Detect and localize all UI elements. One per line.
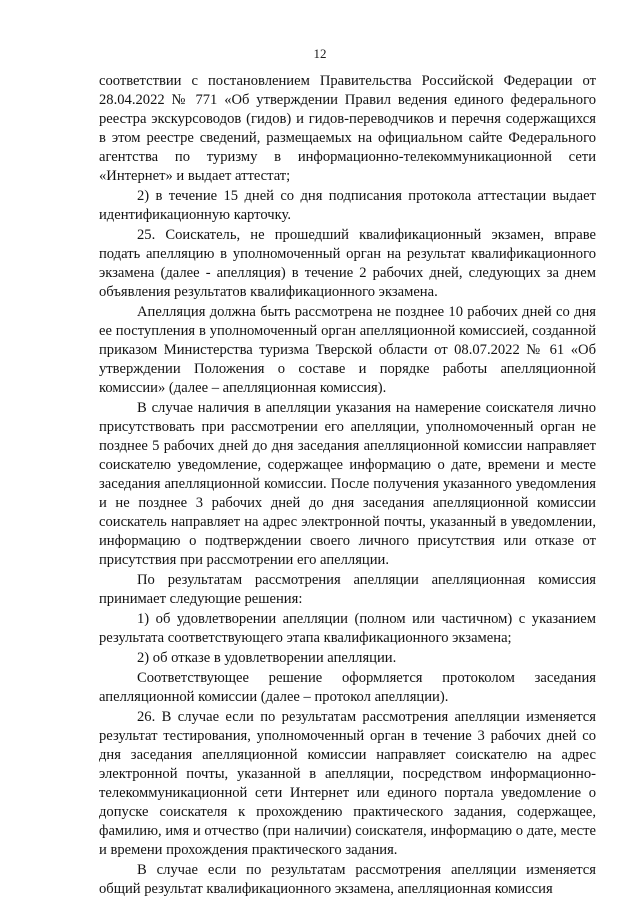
page-number: 12 (313, 46, 327, 61)
paragraph: По результатам рассмотрения апелляции апелляционная комиссия принимает следующие решения: (99, 572, 596, 607)
paragraph: В случае если по результатам рассмотрения апелляции изменяется общий результат квалификационного экзамена, апелляционная комиссия (99, 862, 596, 897)
paragraph: 2) об отказе в удовлетворении апелляции. (137, 650, 397, 666)
paragraph: соответствии с постановлением Правительства Российской Федерации от 28.04.2022 № 771 «Об утверждении Правил ведения единого федерального реестра экскурсоводов (гидов) и гидов-переводчиков и перечня содержащихся в этом реестре сведений, размещаемых на официальном сайте Федерального агентства по туризму в информационно-телекоммуникационной сети «Интернет» и выдает аттестат; (99, 73, 596, 184)
document-body (99, 72, 596, 900)
paragraph: В случае наличия в апелляции указания на намерение соискателя лично присутствовать при рассмотрении его апелляции, уполномоченный орган не позднее 5 рабочих дней до дня заседания апелляционной комиссии направляет соискателю уведомление, содержащее информацию о дате, времени и месте заседания апелляционной комиссии. После получения указанного уведомления и не позднее 3 рабочих дней до дня заседания апелляционной комиссии соискатель направляет на адрес электронной почты, указанный в уведомлении, информацию о подтверждении своего личного присутствия или отказе от присутствия при рассмотрении его апелляции. (99, 400, 596, 568)
paragraph: 25. Соискатель, не прошедший квалификационный экзамен, вправе подать апелляцию в уполномоченный орган на результат квалификационного экзамена (далее - апелляция) в течение 2 рабочих дней, следующих за днем объявления результатов квалификационного экзамена. (99, 227, 596, 300)
paragraph: 1) об удовлетворении апелляции (полном или частичном) с указанием результата соответствующего этапа квалификационного экзамена; (99, 611, 596, 646)
paragraph: 26. В случае если по результатам рассмотрения апелляции изменяется результат тестирования, уполномоченный орган в течение 3 рабочих дней со дня заседания апелляционной комиссии направляет соискателю на адрес электронной почты, указанной в апелляции, посредством информационно-телекоммуникационной сети Интернет или единого портала уведомление о допуске соискателя к прохождению практического задания, содержащее, фамилию, имя и отчество (при наличии) соискателя, информацию о дате, месте и времени прохождения практического задания. (99, 709, 596, 858)
paragraph: Апелляция должна быть рассмотрена не позднее 10 рабочих дней со дня ее поступления в уполномоченный орган апелляционной комиссией, созданной приказом Министерства туризма Тверской области от 08.07.2022 № 61 «Об утверждении Положения о составе и порядке работы апелляционной комиссии» (далее – апелляционная комиссия). (99, 304, 596, 396)
paragraph: Соответствующее решение оформляется протоколом заседания апелляционной комиссии (далее – протокол апелляции). (99, 670, 596, 705)
paragraph: 2) в течение 15 дней со дня подписания протокола аттестации выдает идентификационную карточку. (99, 188, 596, 223)
